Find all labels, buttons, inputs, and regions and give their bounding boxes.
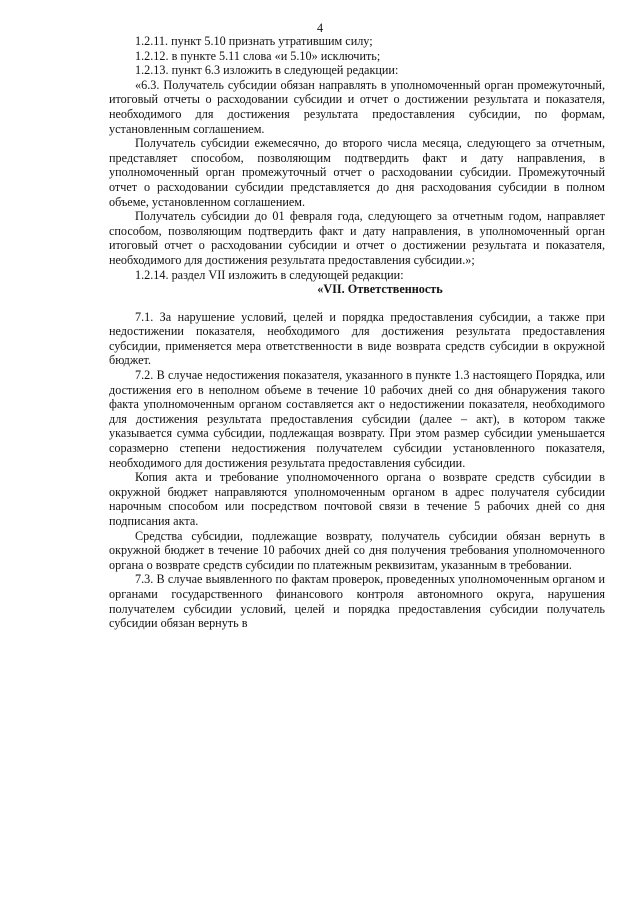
document-body — [109, 34, 605, 631]
paragraph: Получатель субсидии ежемесячно, до второго числа месяца, следующего за отчетным, представляет способом, позволяющим подтвердить факт и дату направления, в уполномоченный орган промежуточный отчет о расходовании субсидии. Промежуточный отчет о расходовании субсидии представляется до дня расходования субсидии в полном объеме, установленном соглашением. — [109, 136, 605, 209]
paragraph: «6.3. Получатель субсидии обязан направлять в уполномоченный орган промежуточный, итоговый отчеты о расходовании субсидии и отчет о достижении результата и показателя, необходимого для достижения результата предоставления субсидии, по формам, установленным соглашением. — [109, 77, 605, 136]
section-heading: «VII. Ответственность — [317, 282, 443, 297]
paragraph: 1.2.13. пункт 6.3 изложить в следующей редакции: — [135, 63, 399, 78]
paragraph: 1.2.12. в пункте 5.11 слова «и 5.10» исключить; — [135, 48, 381, 63]
paragraph: 1.2.11. пункт 5.10 признать утратившим силу; — [135, 34, 373, 48]
paragraph: 7.1. За нарушение условий, целей и порядка предоставления субсидии, а также при недостижении показателя, необходимого для достижения результата предоставления субсидии, применяется мера ответственности в виде возврата средств субсидии в окружной бюджет. — [109, 309, 605, 368]
page-number: 4 — [316, 21, 324, 35]
paragraph: 7.3. В случае выявленного по фактам проверок, проведенных уполномоченным органом и органами государственного финансового контроля автономного округа, нарушения получателем субсидии условий, целей и порядка предоставления субсидии получатель субсидии обязан вернуть в — [109, 572, 605, 631]
paragraph: Средства субсидии, подлежащие возврату, получатель субсидии обязан вернуть в окружной бюджет в течение 10 рабочих дней со дня получения требования уполномоченного органа о возврате средств субсидии по платежным реквизитам, указанным в требовании. — [109, 528, 605, 572]
paragraph: 1.2.14. раздел VII изложить в следующей редакции: — [135, 267, 404, 282]
paragraph: Получатель субсидии до 01 февраля года, следующего за отчетным годом, направляет способом, позволяющим подтвердить факт и дату направления, в уполномоченный орган итоговый отчет о расходовании субсидии и отчет о достижении результата и показателя, необходимого для достижения результата предоставления субсидии.»; — [109, 209, 605, 267]
paragraph: 7.2. В случае недостижения показателя, указанного в пункте 1.3 настоящего Порядка, или достижения его в неполном объеме в течение 10 рабочих дней со дня обнаружения такого факта уполномоченным органом составляется акт о недостижении показателя, необходимого для достижения результата предоставления субсидии (далее – акт), в котором также указывается сумма субсидии, подлежащая возврату. При этом размер субсидии уменьшается соразмерно степени недостижения получателем субсидии установленного показателя, необходимого для достижения результата предоставления субсидии. — [109, 368, 605, 470]
paragraph: Копия акта и требование уполномоченного органа о возврате средств субсидии в окружной бюджет направляются уполномоченным органом в адрес получателя субсидии нарочным способом или посредством почтовой связи в течение 5 рабочих дней со дня подписания акта. — [109, 470, 605, 528]
